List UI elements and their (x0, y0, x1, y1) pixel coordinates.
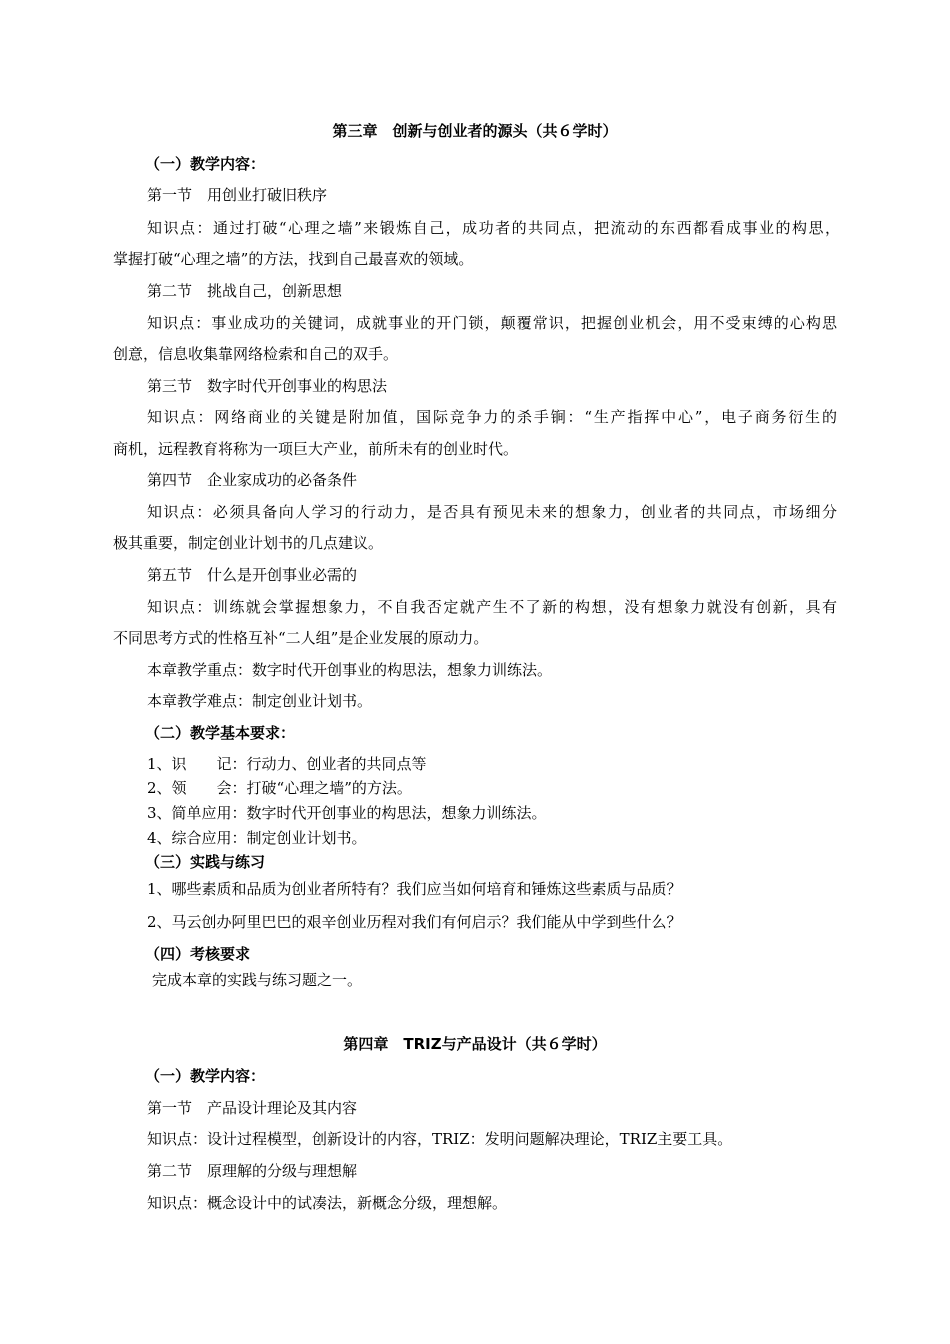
requirement-label: 4、综合应用 (147, 829, 232, 847)
chapter-4-title: 第四章 TRIZ与产品设计（共６学时） (343, 1035, 607, 1053)
ch4-section-1-kp: 知识点：设计过程模型，创新设计的内容，TRIZ：发明问题解决理论，TRIZ主要工具。 (147, 1130, 733, 1148)
requirement-text: ：数字时代开创事业的构思法，想象力训练法。 (231, 804, 547, 822)
ch3-section-2-kp-line1: 知识点：事业成功的关键词，成就事业的开门锁，颠覆常识，把握创业机会，用不受束缚的心构思 (147, 314, 837, 332)
ch3-assessment-heading: （四）考核要求 (145, 945, 251, 963)
ch3-requirements-heading: （二）教学基本要求： (145, 724, 296, 742)
ch3-section-2-title: 第二节 挑战自己，创新思想 (147, 282, 343, 300)
chapter-3-title: 第三章 创新与创业者的源头（共６学时） (332, 122, 618, 140)
ch3-section-4-title: 第四节 企业家成功的必备条件 (147, 471, 358, 489)
ch3-section-1-kp-line1: 知识点：通过打破“心理之墙”来锻炼自己，成功者的共同点，把流动的东西都看成事业的构思， (147, 219, 840, 237)
ch3-section-5-kp-line2: 不同思考方式的性格互补“二人组”是企业发展的原动力。 (113, 629, 489, 647)
ch3-section-1-kp-line2: 掌握打破“心理之墙”的方法，找到自己最喜欢的领域。 (113, 250, 474, 268)
ch3-practice-heading: （三）实践与练习 (145, 853, 266, 871)
ch3-requirement-4 (147, 828, 367, 848)
ch3-assessment-text: 完成本章的实践与练习题之一。 (152, 971, 363, 989)
requirement-text: ：打破“心理之墙”的方法。 (231, 779, 412, 797)
ch3-section-4-kp-line1: 知识点：必须具备向人学习的行动力，是否具有预见未来的想象力，创业者的共同点，市场细分 (147, 503, 837, 521)
ch3-section-5-title: 第五节 什么是开创事业必需的 (147, 566, 358, 584)
ch4-section-2-kp: 知识点：概念设计中的试凑法，新概念分级，理想解。 (147, 1194, 508, 1212)
ch3-difficult-point: 本章教学难点：制定创业计划书。 (147, 692, 373, 710)
ch3-section-2-kp-line2: 创意，信息收集靠网络检索和自己的双手。 (113, 345, 399, 363)
ch3-requirement-2 (147, 778, 412, 798)
ch3-requirement-3 (147, 803, 547, 823)
ch3-requirement-1 (147, 754, 427, 774)
ch3-section-1-title: 第一节 用创业打破旧秩序 (147, 186, 328, 204)
ch3-key-point: 本章教学重点：数字时代开创事业的构思法，想象力训练法。 (147, 661, 553, 679)
ch3-section-3-kp-line2: 商机，远程教育将称为一项巨大产业，前所未有的创业时代。 (113, 440, 519, 458)
requirement-text: ：行动力、创业者的共同点等 (231, 755, 427, 773)
ch3-section-5-kp-line1: 知识点：训练就会掌握想象力，不自我否定就产生不了新的构想，没有想象力就没有创新，具有 (147, 598, 837, 616)
ch4-section-2-title: 第二节 原理解的分级与理想解 (147, 1162, 358, 1180)
requirement-text: ：制定创业计划书。 (231, 829, 367, 847)
ch4-section-1-title: 第一节 产品设计理论及其内容 (147, 1099, 358, 1117)
ch3-section-4-kp-line2: 极其重要，制定创业计划书的几点建议。 (113, 534, 384, 552)
requirement-label: 3、简单应用 (147, 804, 232, 822)
ch3-section-3-kp-line1: 知识点：网络商业的关键是附加值，国际竞争力的杀手锏：“生产指挥中心”，电子商务衍生的 (147, 408, 837, 426)
requirement-label: 1、识 记 (147, 755, 232, 773)
requirement-label: 2、领 会 (147, 779, 232, 797)
ch4-content-heading: （一）教学内容： (145, 1067, 266, 1085)
ch3-practice-1: 1、哪些素质和品质为创业者所特有？我们应当如何培育和锤炼这些素质与品质？ (147, 880, 682, 898)
ch3-section-3-title: 第三节 数字时代开创事业的构思法 (147, 377, 388, 395)
ch3-content-heading: （一）教学内容： (145, 155, 266, 173)
ch3-practice-2: 2、马云创办阿里巴巴的艰辛创业历程对我们有何启示？我们能从中学到些什么？ (147, 913, 682, 931)
